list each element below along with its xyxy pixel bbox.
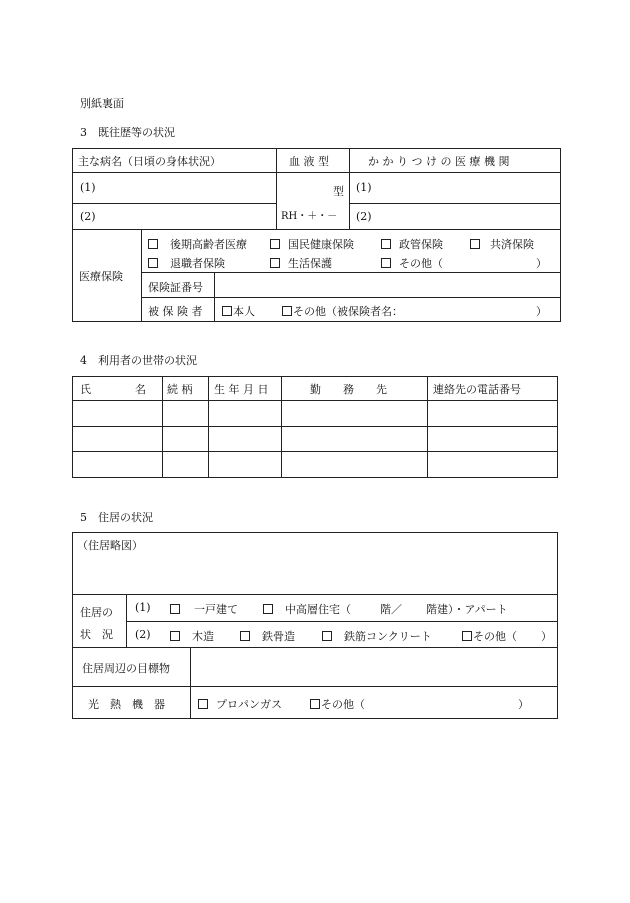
checkbox-icon [198, 699, 208, 709]
checkbox-icon [263, 604, 273, 614]
structure-other-close-paren: ） [541, 630, 552, 643]
col-clinic-header: か か り つ け の 医 療 機 関 [368, 155, 510, 168]
rh-label: RH・＋・－ [281, 211, 338, 222]
col-phone-header: 連絡先の電話番号 [433, 383, 521, 396]
col-disease-header: 主な病名（日頃の身体状況） [78, 155, 221, 168]
clinic-row-2-label: (2) [356, 210, 372, 223]
checkbox-icon [170, 604, 180, 614]
insured-self-option[interactable]: 本人 [222, 303, 255, 319]
checkbox-icon [470, 239, 480, 249]
cert-number-label: 保険証番号 [148, 281, 203, 294]
section4-title: 4 利用者の世帯の状況 [80, 354, 197, 367]
checkbox-icon [282, 306, 292, 316]
option-reinforced-concrete[interactable]: 鉄筋コンクリート [322, 628, 432, 644]
residence-label-1: 住居の [80, 606, 113, 619]
insurance-option-welfare[interactable]: 生活保護 [270, 255, 332, 271]
option-wooden[interactable]: 木造 [170, 628, 214, 644]
insurance-option-mutual-aid[interactable]: 共済保険 [470, 236, 534, 252]
residence-row1-num: (1) [135, 601, 151, 614]
landmark-label: 住居周辺の目標物 [82, 662, 170, 675]
option-other-utility[interactable]: その他（ [310, 696, 365, 712]
page-header: 別紙裏面 [80, 97, 124, 110]
residence-row2-num: (2) [135, 628, 151, 641]
checkbox-icon [322, 631, 332, 641]
insured-other-close-paren: ） [536, 305, 547, 318]
col-name-header: 氏 名 [80, 383, 146, 396]
floor-label: 階／ [380, 603, 402, 616]
checkbox-icon [381, 239, 391, 249]
insurance-label: 医療保険 [79, 270, 123, 283]
insurance-option-govt-managed[interactable]: 政管保険 [381, 236, 443, 252]
clinic-row-1-label: (1) [356, 181, 372, 194]
option-propane-gas[interactable]: プロパンガス [198, 696, 282, 712]
sketch-label: （住居略図） [77, 539, 143, 552]
option-steel-frame[interactable]: 鉄骨造 [240, 628, 295, 644]
section3-title: 3 既往歴等の状況 [80, 126, 175, 139]
insurance-other-close-paren: ） [536, 257, 547, 270]
disease-row-2-label: (2) [80, 210, 96, 223]
disease-row-1-label: (1) [80, 181, 96, 194]
checkbox-icon [170, 631, 180, 641]
checkbox-icon [148, 258, 158, 268]
checkbox-icon [310, 699, 320, 709]
insurance-option-other[interactable]: その他（ [381, 255, 443, 271]
insurance-option-national-health[interactable]: 国民健康保険 [270, 236, 354, 252]
insured-label: 被 保 険 者 [148, 305, 203, 318]
utility-other-close-paren: ） [518, 698, 529, 711]
checkbox-icon [270, 258, 280, 268]
checkbox-icon [240, 631, 250, 641]
blood-type-suffix: 型 [333, 185, 344, 198]
insurance-option-late-elderly[interactable]: 後期高齢者医療 [148, 236, 247, 252]
checkbox-icon [381, 258, 391, 268]
option-detached-house[interactable]: 一戸建て [170, 601, 238, 617]
insurance-option-retiree[interactable]: 退職者保険 [148, 255, 225, 271]
checkbox-icon [462, 631, 472, 641]
col-blood-header: 血 液 型 [289, 155, 329, 168]
residence-label-2: 状 況 [80, 628, 113, 641]
checkbox-icon [222, 306, 232, 316]
insured-other-option[interactable]: その他（被保険者名： [282, 303, 403, 319]
building-floors-label: 階建）・アパート [426, 603, 508, 616]
utility-label: 光 熱 機 器 [88, 698, 165, 711]
col-relation-header: 続 柄 [167, 383, 193, 396]
checkbox-icon [270, 239, 280, 249]
col-workplace-header: 勤 務 先 [310, 383, 387, 396]
col-birthdate-header: 生 年 月 日 [214, 383, 269, 396]
option-mid-high-rise[interactable]: 中高層住宅（ [263, 601, 351, 617]
section5-title: 5 住居の状況 [80, 511, 153, 524]
checkbox-icon [148, 239, 158, 249]
option-other-structure[interactable]: その他（ [462, 628, 517, 644]
